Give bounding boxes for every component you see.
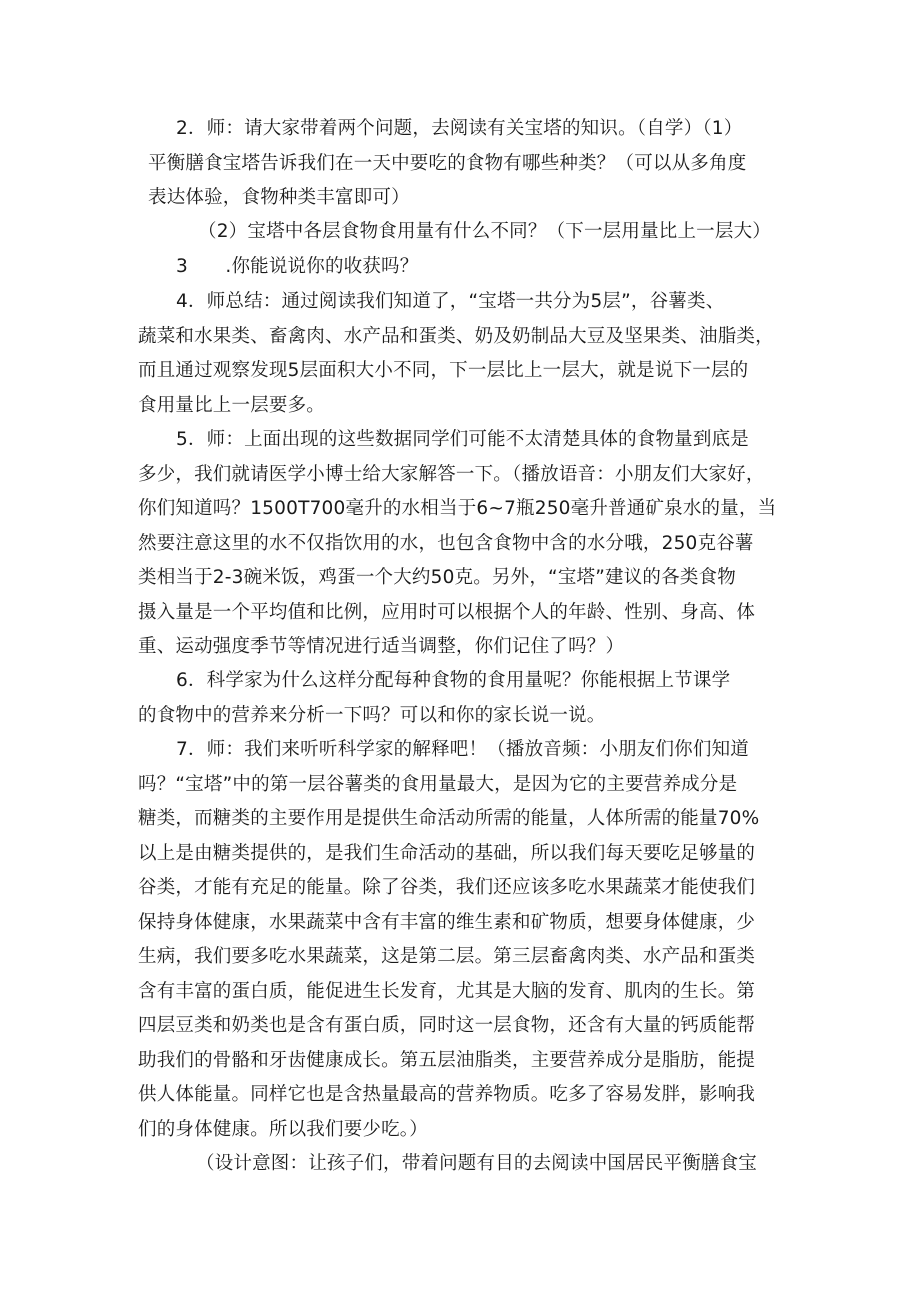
text-line: 生病，我们要多吃水果蔬菜，这是第二层。第三层畜禽肉类、水产品和蛋类 xyxy=(138,946,756,967)
paragraph-item-3 xyxy=(176,250,418,285)
text-line: 3 .你能说说你的收获吗？ xyxy=(176,256,419,277)
text-line: 6．科学家为什么这样分配每种食物的食用量呢？你能根据上节课学 xyxy=(176,670,731,691)
text-line: 四层豆类和奶类也是含有蛋白质，同时这一层食物，还含有大量的钙质能帮 xyxy=(138,1015,756,1036)
text-line: 表达体验，食物种类丰富即可） xyxy=(148,187,410,208)
text-line: 糖类，而糖类的主要作用是提供生命活动所需的能量，人体所需的能量70% xyxy=(138,808,760,829)
text-line: 重、运动强度季节等情况进行适当调整，你们记住了吗？） xyxy=(138,636,625,657)
text-line: 保持身体健康，水果蔬菜中含有丰富的维生素和矿物质，想要身体健康，少 xyxy=(138,911,756,933)
paragraph-item-5 xyxy=(138,423,776,665)
text-line: 平衡膳食宝塔告诉我们在一天中要吃的食物有哪些种类？（可以从多角度 xyxy=(148,152,747,174)
text-line: 们的身体健康。所以我们要少吃。） xyxy=(138,1118,428,1140)
text-line: 蔬菜和水果类、畜禽肉、水产品和蛋类、奶及奶制品大豆及坚果类、油脂类， xyxy=(138,325,774,347)
paragraph-item-2-question xyxy=(198,215,771,250)
text-line: 5．师：上面出现的这些数据同学们可能不太清楚具体的食物量到底是 xyxy=(176,429,749,450)
text-line: 7．师：我们来听听科学家的解释吧！（播放音频：小朋友们你们知道 xyxy=(176,739,749,760)
text-line: 供人体能量。同样它也是含热量最高的营养物质。吃多了容易发胖，影响我 xyxy=(138,1084,756,1105)
text-line: 多少，我们就请医学小博士给大家解答一下。（播放语音：小朋友们大家好， xyxy=(138,463,765,485)
text-line: 食用量比上一层要多。 xyxy=(138,394,326,416)
text-line: 摄入量是一个平均值和比例，应用时可以根据个人的年龄、性别、身高、体 xyxy=(138,601,756,623)
text-line: 以上是由糖类提供的，是我们生命活动的基础，所以我们每天要吃足够量的 xyxy=(138,842,756,864)
text-line: 含有丰富的蛋白质，能促进生长发育，尤其是大脑的发育、肌肉的生长。第 xyxy=(138,980,756,1002)
text-line: 谷类，才能有充足的能量。除了谷类，我们还应该多吃水果蔬菜才能使我们 xyxy=(138,877,756,898)
text-line: 4．师总结：通过阅读我们知道了，“宝塔一共分为5层”，谷薯类、 xyxy=(176,291,725,312)
design-intent-paragraph xyxy=(196,1147,757,1182)
text-line: 然要注意这里的水不仅指饮用的水，也包含食物中含的水分哦，250克谷薯 xyxy=(138,532,754,554)
text-line: （设计意图：让孩子们，带着问题有目的去阅读中国居民平衡膳食宝 xyxy=(196,1153,758,1174)
text-line: 类相当于2-3碗米饭，鸡蛋一个大约50克。另外，“宝塔”建议的各类食物 xyxy=(138,567,736,588)
text-line: 助我们的骨骼和牙齿健康成长。第五层油脂类，主要营养成分是脂肪，能提 xyxy=(138,1049,756,1071)
text-line: 你们知道吗？1500T700毫升的水相当于6~7瓶250毫升普通矿泉水的量，当 xyxy=(138,498,777,519)
text-line: （2）宝塔中各层食物食用量有什么不同？（下一层用量比上一层大） xyxy=(198,221,771,242)
paragraph-item-2 xyxy=(148,112,746,216)
text-line: 吗？“宝塔”中的第一层谷薯类的食用量最大，是因为它的主要营养成分是 xyxy=(138,773,738,795)
text-line: 的食物中的营养来分析一下吗？可以和你的家长说一说。 xyxy=(138,704,606,726)
text-line: 而且通过观察发现5层面积大小不同，下一层比上一层大，就是说下一层的 xyxy=(138,360,749,381)
text-line: 2．师：请大家带着两个问题，去阅读有关宝塔的知识。（自学）（1） xyxy=(176,118,743,139)
paragraph-item-7 xyxy=(138,733,759,1147)
paragraph-item-4 xyxy=(138,285,774,423)
paragraph-item-6 xyxy=(138,664,730,733)
